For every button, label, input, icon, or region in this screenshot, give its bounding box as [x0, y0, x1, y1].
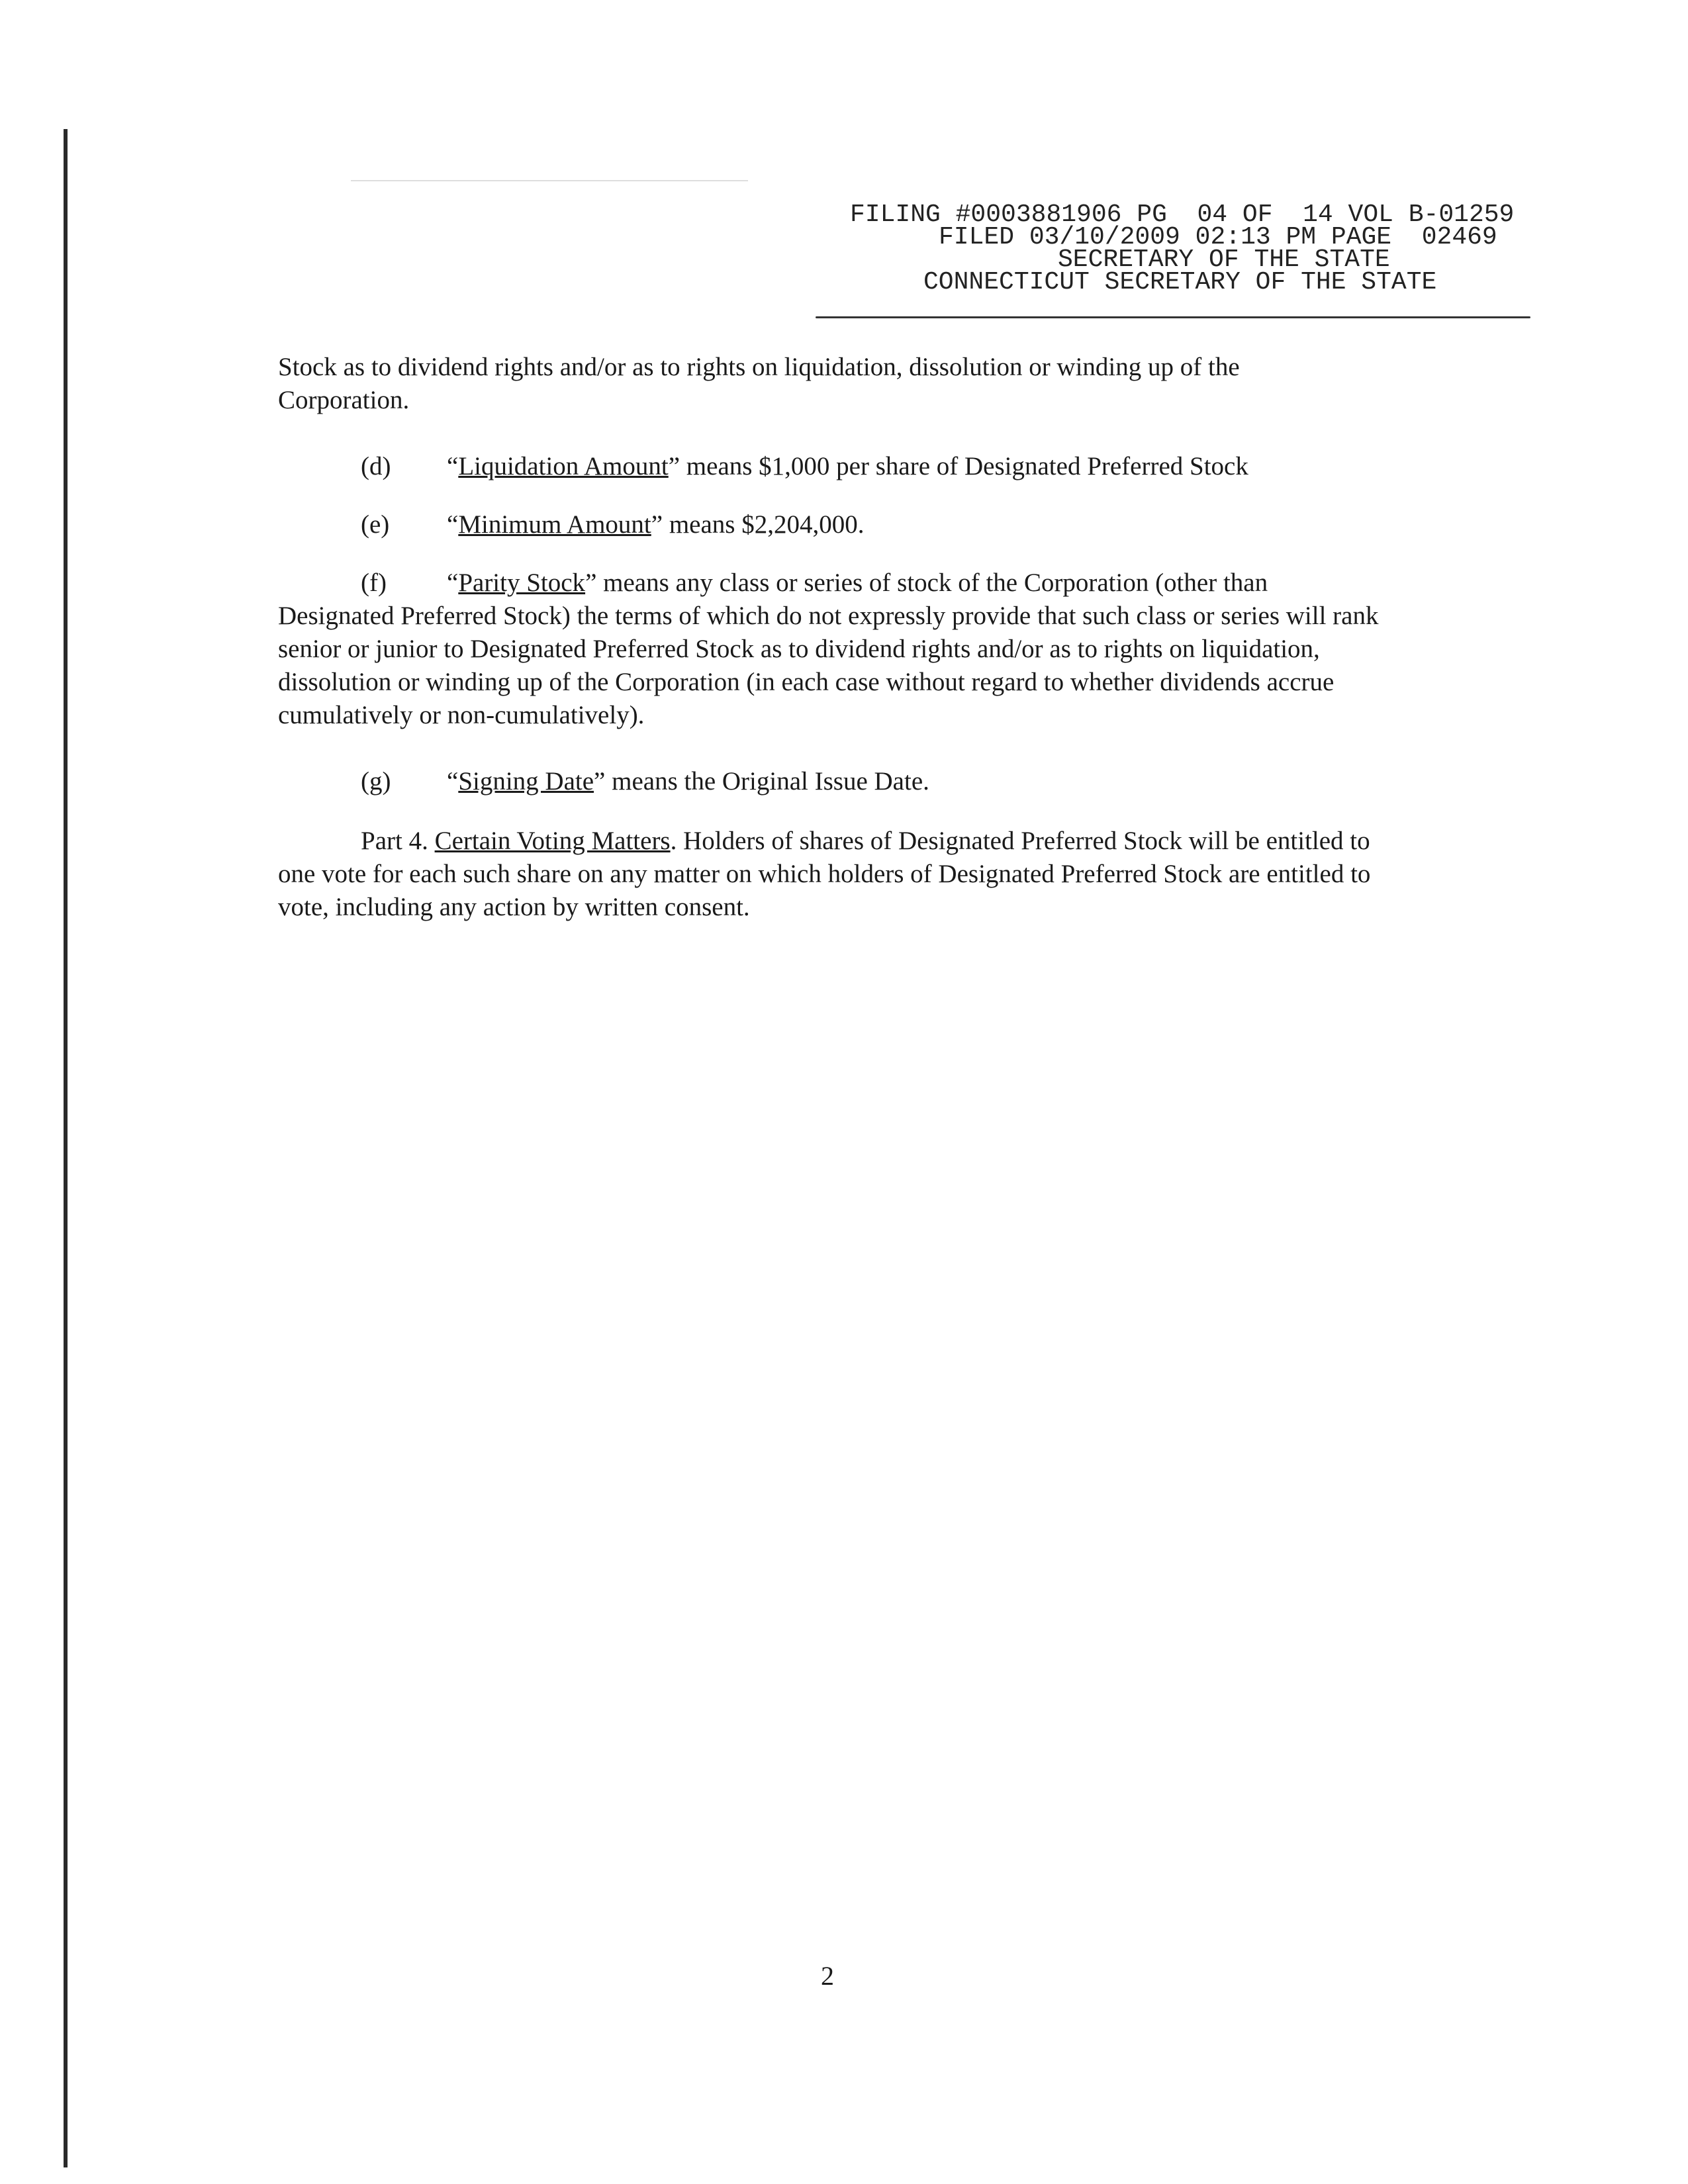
- stamp-state-office: CONNECTICUT SECRETARY OF THE STATE: [923, 268, 1437, 296]
- definition-text: means $2,204,000.: [663, 510, 865, 539]
- item-label: (f): [361, 569, 387, 597]
- item-label: (g): [361, 767, 391, 796]
- definition-text: means $1,000 per share of Designated Preferred Stock: [680, 452, 1248, 480]
- close-quote: ”: [668, 452, 680, 480]
- part-heading: Certain Voting Matters: [434, 827, 671, 855]
- part-number: Part 4.: [361, 827, 435, 855]
- defined-term: Signing Date: [458, 767, 594, 796]
- stamp-filed-date: FILED 03/10/2009 02:13 PM PAGE 02469: [939, 223, 1497, 251]
- page-number: 2: [821, 1961, 834, 1991]
- item-label: (d): [361, 452, 391, 480]
- stamp-filing-number: FILING #0003881906 PG 04 OF 14 VOL B-01259: [850, 201, 1515, 229]
- heading-period: .: [670, 827, 677, 855]
- open-quote: “: [447, 569, 459, 597]
- stamp-office: SECRETARY OF THE STATE: [1058, 246, 1390, 274]
- defined-term: Minimum Amount: [458, 510, 651, 539]
- definition-e: [278, 508, 1470, 541]
- intro-paragraph: Stock as to dividend rights and/or as to rights on liquidation, dissolution or winding up of the Corporation.: [278, 353, 1240, 414]
- stamp-underline: [816, 316, 1530, 318]
- definition-g: [278, 765, 1470, 798]
- open-quote: “: [447, 452, 459, 480]
- item-label: (e): [361, 510, 390, 539]
- defined-term: Liquidation Amount: [458, 452, 669, 480]
- open-quote: “: [447, 767, 459, 796]
- definition-d: [278, 450, 1470, 483]
- document-body: [278, 351, 1470, 924]
- scan-edge-bar: [64, 129, 68, 2167]
- definition-text: means the Original Issue Date.: [605, 767, 929, 796]
- part-text: Holders of shares of Designated Preferred Stock will be entitled to one vote for each such share on any matter on which holders of Designated Preferred Stock are entitled to vote, including any action by written consent.: [278, 827, 1371, 921]
- filing-stamp: [761, 201, 1523, 296]
- open-quote: “: [447, 510, 459, 539]
- close-quote: ”: [594, 767, 606, 796]
- scan-artifact: [351, 180, 748, 181]
- part-4-paragraph: [278, 825, 1390, 924]
- close-quote: ”: [651, 510, 663, 539]
- close-quote: ”: [585, 569, 597, 597]
- definition-text: means any class or series of stock of the Corporation (other than Designated Preferred Stock) the terms of which do not expressly provide that such class or series will rank senior or junior to Designated Preferred Stock as to dividend rights and/or as to rights on liquidation, dissolution or winding up of the Corporation (in each case without regard to whether dividends accrue cumulatively or non-cumulatively).: [278, 569, 1379, 729]
- definition-f: [278, 567, 1390, 732]
- defined-term: Parity Stock: [458, 569, 586, 597]
